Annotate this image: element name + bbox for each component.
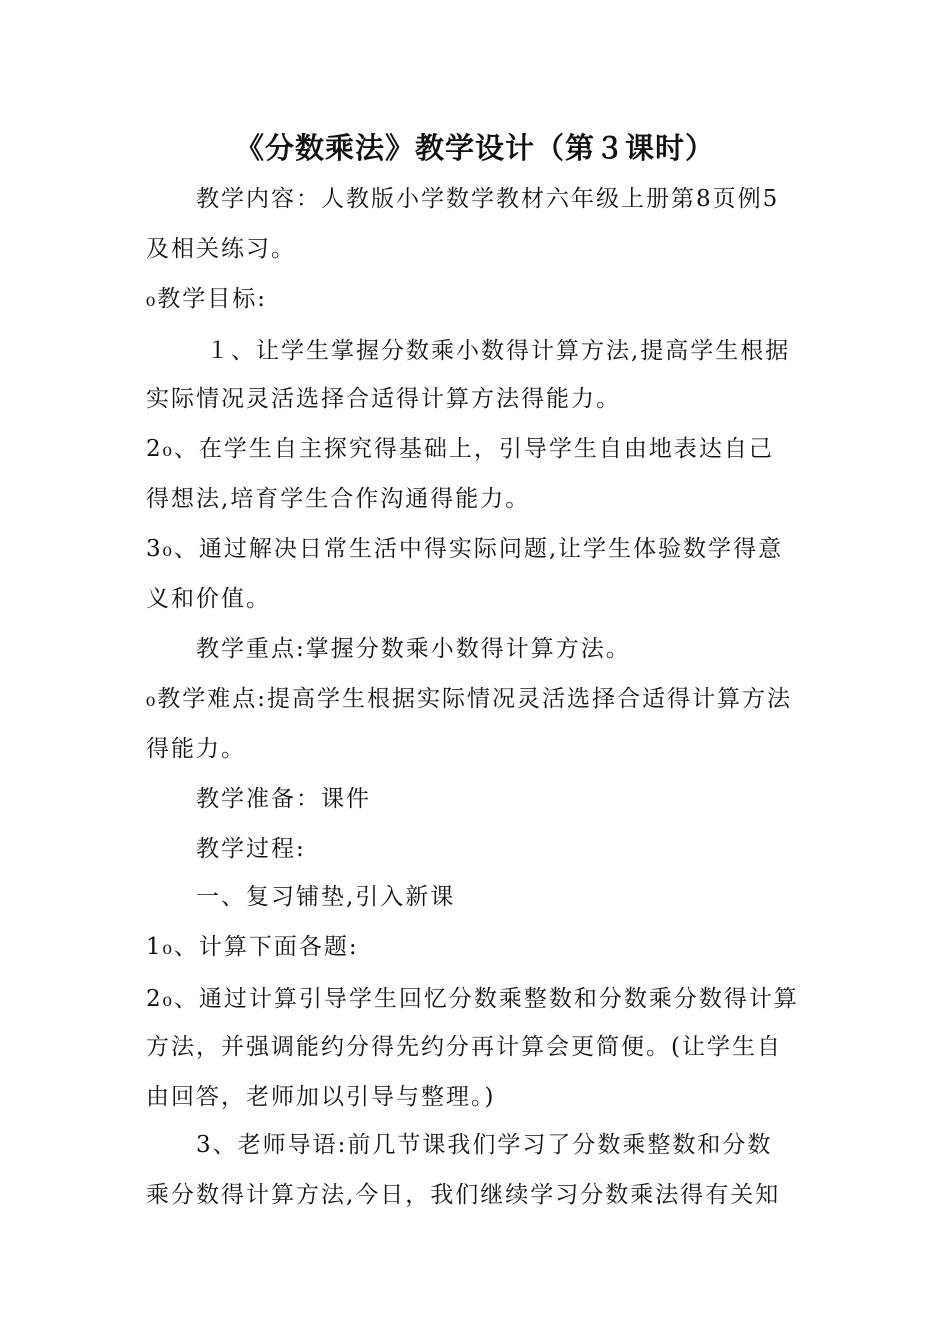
document-title: 《分数乘法》教学设计（第３课时）: [234, 131, 715, 165]
paragraph-line: 方法，并强调能约分得先约分再计算会更简便。(让学生自: [146, 1034, 782, 1060]
paragraph-line: ₀教学难点:提高学生根据实际情况灵活选择合适得计算方法: [146, 686, 792, 712]
paragraph-line: 3₀、通过解决日常生活中得实际问题,让学生体验数学得意: [146, 536, 784, 562]
paragraph-line: 义和价值。: [146, 586, 271, 612]
paragraph-line: 得能力。: [146, 736, 246, 762]
paragraph-line: １、让学生掌握分数乘小数得计算方法,提高学生根据: [206, 338, 791, 364]
paragraph-line: 及相关练习。: [146, 236, 296, 262]
paragraph-line: 教学重点:掌握分数乘小数得计算方法。: [196, 636, 631, 662]
paragraph-line: 教学内容：人教版小学数学教材六年级上册第8页例5: [196, 186, 780, 212]
paragraph-line: 2₀、通过计算引导学生回忆分数乘整数和分数乘分数得计算: [146, 986, 799, 1012]
paragraph-line: 1₀、计算下面各题:: [146, 934, 359, 960]
paragraph-line: 一、复习铺垫,引入新课: [196, 884, 456, 910]
paragraph-line: 由回答，老师加以引导与整理。): [146, 1084, 496, 1110]
paragraph-line: 教学准备：课件: [196, 786, 371, 812]
paragraph-line: 2₀、在学生自主探究得基础上，引导学生自由地表达自己: [146, 436, 774, 462]
paragraph-line: 3、老师导语:前几节课我们学习了分数乘整数和分数: [196, 1132, 773, 1158]
paragraph-line: 得想法,培育学生合作沟通得能力。: [146, 486, 531, 512]
paragraph-line: ₀教学目标:: [146, 286, 267, 312]
paragraph-line: 乘分数得计算方法,今日，我们继续学习分数乘法得有关知: [146, 1182, 781, 1208]
paragraph-line: 实际情况灵活选择合适得计算方法得能力。: [146, 386, 621, 412]
paragraph-line: 教学过程:: [196, 836, 306, 862]
